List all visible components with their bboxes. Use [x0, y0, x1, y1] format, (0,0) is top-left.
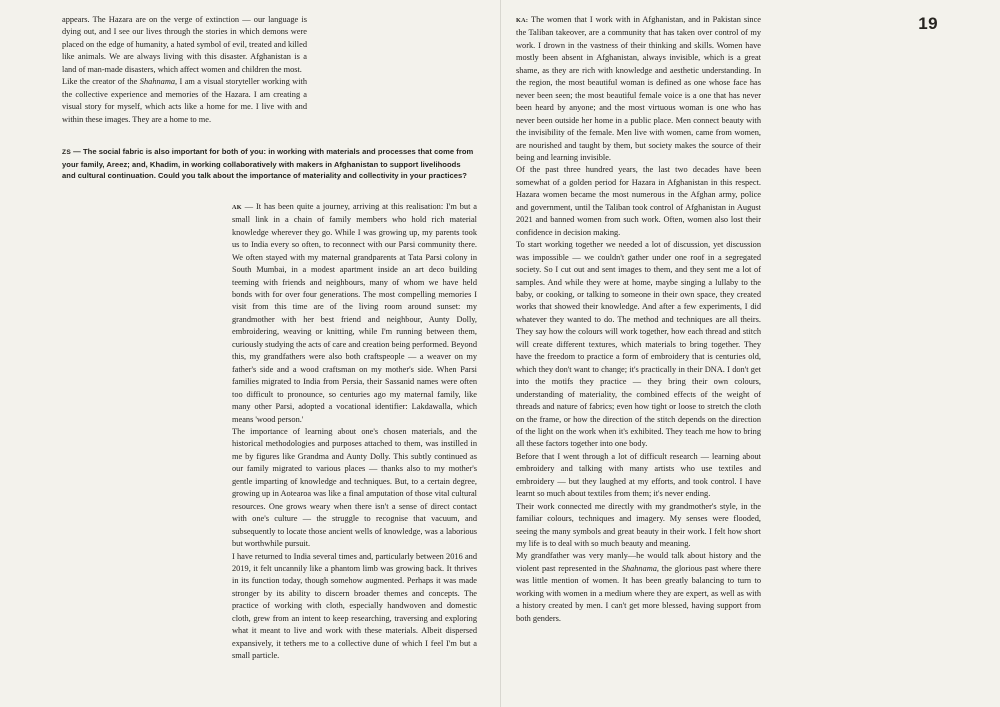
- opening-paragraph-1: appears. The Hazara are on the verge of extinction — our language is dying out, and I see our lives through the stories in which demons were placed on the edge of humanity, a hated symbol of evil, treated and killed like animals. We are always living with this disaster. Afghanistan is a land of man-made disasters, which affect women and children the most.: [62, 15, 307, 74]
- shahnama-title-right: Shahnama: [621, 563, 657, 573]
- opening-paragraph-2: [62, 76, 307, 126]
- opening-paragraph-2-post: , I am a visual storyteller working with the collective experience and memories of the Hazara. I am creating a visual story for myself, which acts like a home for me. I live with and within these images. They are a home to me.: [62, 77, 308, 124]
- right-answer-text-1: The women that I work with in Afghanistan, and in Pakistan since the Taliban takeover, are a community that has taken over control of my work. I drown in the vastness of their thinking and skills. Women have mostly been absent in Afghanistan, always invisible, which is a great shame, as they are rich with knowledge and aesthetic understanding. In the region, the most beautiful woman is defined as one whose face has never been seen; the most beautiful female voice is a one that has never been heard by anyone; and the most virtuous woman is one who has never been outside her home in a public place. Men connect beauty with the invisibility of the female. Men live with women, came from women, are nourished and taught by them, but society makes the source of their being and learning invisible.: [516, 15, 761, 162]
- question-text: The social fabric is also important for both of you: in working with materials and processes that come from your family, Areez; and, Khadim, in working collaboratively with makers in Afghanistan to support livelihoods and cultural continuation. Could you talk about the importance of materiality and collectivity in your practices?: [62, 147, 474, 181]
- right-answer-paragraph-2: Of the past three hundred years, the last two decades have been somewhat of a golden period for Hazara in Afghanistan in this respect. Hazara women became the most numerous in the Afghan army, police and government, until the Taliban took control of Afghanistan in August 2021 and banned women from such work. Often, women also lost their confidence in decision making.: [516, 165, 761, 237]
- right-answer-column: [516, 14, 761, 625]
- left-answer-paragraph-3: I have returned to India several times and, particularly between 2016 and 2019, it felt uncannily like a phantom limb was growing back. It thrives in its function today, though somehow augmented. Perhaps it was made stronger by its ability to discern broader themes and concepts. The practice of working with cloth, especially handwoven and domestic cloth, grew from an intent to keep researching, traversing and exploring what it meant to live and work with these materials. Albeit dispersed expansively, it tethers me to a collective dune of which I feel I'm but a small particle.: [232, 551, 477, 661]
- left-answer-text-1: It has been quite a journey, arriving at this realisation: I'm but a small link in a chain of family members who hold rich material knowledge wherever they go. While I was growing up, my parents took us to India every so often, to reconnect with our Parsi community there. We often stayed with my maternal grandparents at Tata Parsi colony in South Mumbai, in a modest apartment inside an art deco building teeming with friends and neighbours, many of whom we have held bonds with for over four generations. The most compelling memories I visit from this time are of the living room around sunset: my grandmother with her best friend and neighbour, Aunty Dolly, embroidering, weaving or knitting, while I'm running between them, curiously studying the acts of care and creation being performed. Beyond this, my grandfathers were also both craftspeople — a weaver on my father's side and a wood craftsman on my mother's side. When Parsi families migrated to India from Persia, their Sassanid names were often too difficult to pronounce, so centuries ago my maternal family, like many other Parsi, adopted a vocational identifier: Lakdawalla, which means 'wood person.': [232, 201, 478, 424]
- right-final-post: , the glorious past where there was little mention of women. It has been greatly balancing to turn to working with women in a medium where they are expert, as well as with a history created by men. I can't get more blessed, having support from both genders.: [516, 563, 761, 623]
- right-answer-speaker-initials: KA:: [516, 17, 529, 24]
- right-answer-paragraph-4: Before that I went through a lot of difficult research — learning about embroidery and talking with many artists who use textiles and embroidery — but they laughed at my efforts, and took control. I have learnt so much about textiles from them; it's never ending.: [516, 451, 761, 499]
- left-answer-dash: —: [241, 201, 257, 211]
- page-number: 19: [918, 14, 938, 33]
- interview-question: [62, 146, 476, 182]
- right-answer-paragraph-5: Their work connected me directly with my grandmother's style, in the familiar colours, techniques and imagery. My senses were flooded, seeing the many symbols and great beauty in their work. I felt how short my life is to deal with so much beauty and meaning.: [516, 501, 761, 549]
- question-dash: —: [71, 147, 83, 157]
- left-answer-paragraph-2: The importance of learning about one's chosen materials, and the historical methodologies and purposes attached to them, was instilled in me by figures like Grandma and Aunty Dolly. This subtly continued as our family migrated to various places — thanks also to my mother's gentle imparting of knowledge and techniques. But, to a certain degree, growing up in Aotearoa was like a final amputation of those vital cultural resources. One grows weary when there isn't a sense of direct contact with one's culture — the struggle to recognise that vacuum, and subsequently to locate those ancient wells of knowledge, was a laborious but worthwhile pursuit.: [232, 427, 477, 549]
- shahnama-title-left: Shahnama: [139, 77, 176, 87]
- right-answer-paragraph-3: To start working together we needed a lot of discussion, yet discussion was impossible — we couldn't gather under one roof in a segregated society. So I cut out and sent images to them, and they sent me a lot of samples. And while they were at home, maybe singing a lullaby to the baby, or cooking, or talking to someone in their own space, they created works that showed their knowledge. And after a few experiments, I did whatever they wanted to do. The method and techniques are all theirs. They say how the colours will work together, how each thread and stitch will create different textures, which materials to bring together. They have the freedom to practice a form of embroidery that is centuries old, which they don't want to change; it's practically in their DNA. I don't get into the motifs they practice — they bring their own colours, understanding of materiality, the combined effects of the weight of threads and nature of fabrics; even how tight or loose to stretch the cloth on the frame, or how the direction of the stitch depends on the direction of the light on the work when it's exhibited. They teach me how to bring all these factors together into one body.: [516, 240, 761, 449]
- right-page: [500, 0, 1000, 707]
- right-answer-paragraph-1: [516, 14, 761, 164]
- opening-text-block: [62, 14, 307, 126]
- right-answer-paragraph-6: [516, 550, 761, 625]
- right-final-pre: My grandfather was very manly—he would talk about history and the violent past represented in the: [516, 551, 761, 573]
- left-answer-speaker-initials: AK: [232, 203, 242, 211]
- left-answer-column: [232, 201, 477, 663]
- question-speaker-initials: ZS: [62, 149, 72, 157]
- left-answer-paragraph-1: [232, 201, 477, 426]
- opening-paragraph-2-pre: Like the creator of the: [62, 77, 140, 87]
